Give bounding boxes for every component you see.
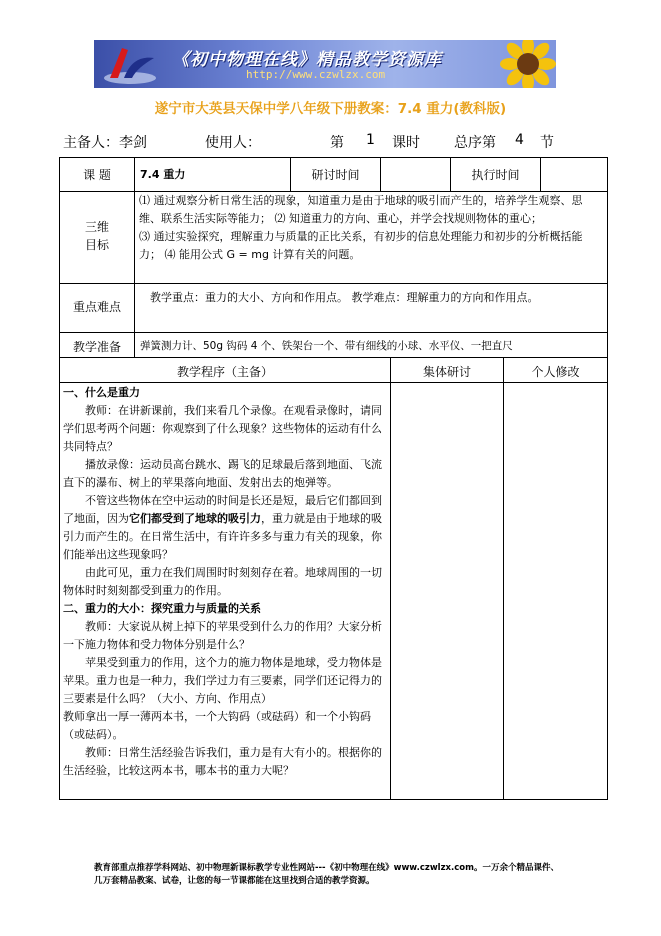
section-2-paragraph-4: 教师：日常生活经验告诉我们，重力是有大有小的。根据你的生活经验，比较这两本书，哪本书的重力大呢？ — [63, 746, 382, 777]
topic-label: 课 题 — [83, 168, 111, 182]
goals-label-line1: 三维 — [84, 220, 109, 234]
document-title: 遂宁市大英县天保中学八年级下册教案：7.4 重力(教科版) — [154, 101, 507, 117]
goals-paragraph-2: ⑶ 通过实验探究，理解重力与质量的正比关系，有初步的信息处理能力和初步的分析概括能力； ⑷ 能用公式 G = mg 计算有关的问题。 — [139, 230, 583, 261]
preparation-label: 教学准备 — [72, 340, 121, 354]
section-2-paragraph-1: 教师：大家说从树上掉下的苹果受到什么力的作用？大家分析一下施力物体和受力物体分别是什么？ — [63, 620, 382, 651]
section-1-heading: 一、什么是重力 — [63, 386, 140, 399]
personal-edit-column-header: 个人修改 — [531, 365, 580, 379]
logo-icon — [100, 42, 160, 86]
preparation-text: 弹簧测力计、50g 钩码 4 个、铁架台一个、带有细线的小球、水平仪、一把直尺 — [140, 340, 513, 352]
sequence-number: 4 — [515, 132, 524, 148]
procedure-content — [63, 384, 387, 798]
section-1-paragraph-1: 教师：在讲新课前，我们来看几个录像。在观看录像时，请同学们思考两个问题：你观察到了什么现象？这些物体的运动有什么共同特点？ — [63, 404, 382, 453]
lesson-suffix: 课时 — [392, 135, 420, 151]
lesson-number: 1 — [366, 132, 375, 148]
footer-line-1: 教育部重点推荐学科网站、初中物理新课标教学专业性网站---《初中物理在线》www.czwlzx.com。一万余个精品课件、 — [94, 863, 559, 873]
section-2-paragraph-2: 苹果受到重力的作用，这个力的施力物体是地球，受力物体是苹果。重力也是一种力，我们学过力有三要素，同学们还记得力的三要素是什么吗？（大小、方向、作用点） — [63, 656, 382, 705]
banner-title: 《初中物理在线》精品教学资源库 — [172, 50, 442, 70]
paragraph-3-start: 不管这些物体在空中运动的时间是长还是短，最后它们都回到了地面，因为 — [63, 494, 382, 525]
info-row — [0, 132, 661, 152]
topic-value: 7.4 重力 — [140, 168, 186, 181]
section-2-heading: 二、重力的大小：探究重力与质量的关系 — [63, 602, 261, 615]
section-1-paragraph-3 — [63, 492, 387, 564]
paragraph-3-emphasis: 它们都受到了地球的吸引力 — [129, 512, 261, 525]
preparer: 主备人：李剑 — [63, 135, 147, 151]
banner-url: http://www.czwlzx.com — [246, 68, 386, 81]
procedure-column-header: 教学程序（主备） — [176, 365, 273, 379]
discussion-time-label: 研讨时间 — [311, 168, 360, 182]
execution-time-label: 执行时间 — [471, 168, 520, 182]
keypoints-text: 教学重点：重力的大小、方向和作用点。 教学难点：理解重力的方向和作用点。 — [150, 291, 539, 304]
sequence-suffix: 节 — [540, 135, 554, 151]
group-discussion-column-header: 集体研讨 — [422, 365, 471, 379]
header-banner — [94, 40, 556, 88]
goals-text — [139, 192, 603, 282]
page-footer — [94, 862, 594, 888]
section-2-paragraph-3: 教师拿出一厚一薄两本书，一个大钩码（或砝码）和一个小钩码（或砝码）。 — [63, 710, 371, 741]
sunflower-icon — [498, 40, 556, 88]
paragraph-3-end: ，重力就是由于地球的吸引力而产生的。在日常生活中，有许许多多与重力有关的现象，你们能举出这些现象吗？ — [63, 512, 382, 561]
sequence-prefix: 总序第 — [454, 135, 496, 151]
section-1-paragraph-2: 播放录像：运动员高台跳水、踢飞的足球最后落到地面、飞流直下的瀑布、树上的苹果落向地面、发射出去的炮弹等。 — [63, 458, 382, 489]
goals-label-line2: 目标 — [84, 238, 109, 252]
footer-line-2: 几万套精品教案、试卷，让您的每一节课都能在这里找到合适的教学资源。 — [94, 876, 375, 886]
lesson-prefix: 第 — [330, 135, 344, 151]
section-1-paragraph-4: 由此可见，重力在我们周围时时刻刻存在着。地球周围的一切物体时时刻刻都受到重力的作用。 — [63, 566, 382, 597]
goals-paragraph-1: ⑴ 通过观察分析日常生活的现象，知道重力是由于地球的吸引而产生的，培养学生观察、思维、联系生活实际等能力； ⑵ 知道重力的方向、重心，并学会找规则物体的重心； — [139, 194, 583, 225]
user-label: 使用人： — [205, 135, 261, 151]
keypoints-label: 重点难点 — [72, 300, 121, 314]
